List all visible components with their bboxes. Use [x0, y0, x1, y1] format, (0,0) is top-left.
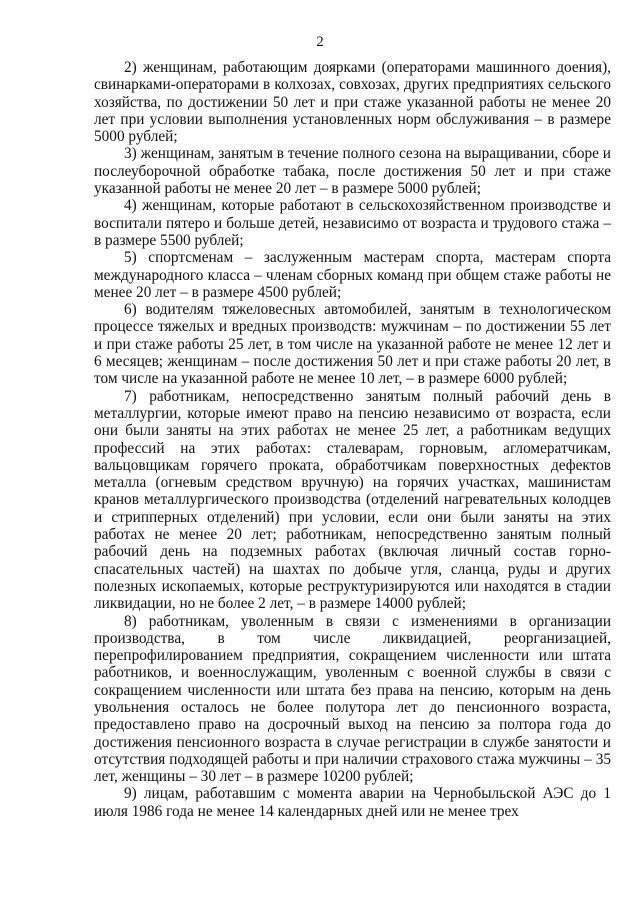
- paragraph-item-7: 7) работникам, непосредственно занятым полный рабочий день в металлургии, которые имеют право на пенсию независимо от возраста, если они были заняты на этих работах не менее 25 лет, а работникам ведущих профессий на этих работах: сталеварам, горновым, агломератчикам, вальцовщикам горячего проката, обработчикам поверхностных дефектов металла (огневым средством вручную) на горячих участках, машинистам кранов металлургического производства (отделений нагревательных колодцев и стрипперных отделений) при условии, если они были заняты на этих работах не менее 20 лет; работникам, непосредственно занятым полный рабочий день на подземных работах (включая личный состав горно-спасательных частей) на шахтах по добыче угля, сланца, руды и других полезных ископаемых, которые реструктуризируются или находятся в стадии ликвидации, но не более 2 лет, – в размере 14000 рублей;: [94, 387, 611, 613]
- document-body: [94, 59, 611, 820]
- paragraph-item-3: 3) женщинам, занятым в течение полного сезона на выращивании, сборе и послеуборочной обработке табака, после достижения 50 лет и при стаже указанной работы не менее 20 лет – в размере 5000 рублей;: [94, 145, 611, 198]
- paragraph-item-9: 9) лицам, работавшим с момента аварии на Чернобыльской АЭС до 1 июля 1986 года не менее 14 календарных дней или не менее трех: [94, 785, 611, 820]
- paragraph-item-2: 2) женщинам, работающим доярками (операторами машинного доения), свинарками-операторами в колхозах, совхозах, других предприятиях сельского хозяйства, по достижении 50 лет и при стаже указанной работы не менее 20 лет при условии выполнения установленных норм обслуживания – в размере 5000 рублей;: [94, 59, 611, 146]
- page-number: 2: [316, 34, 324, 50]
- paragraph-item-6: 6) водителям тяжеловесных автомобилей, занятым в технологическом процессе тяжелых и вредных производств: мужчинам – по достижении 55 лет и при стаже работы 25 лет, в том числе на указанной работе не менее 12 лет и 6 месяцев; женщинам – после достижения 50 лет и при стаже работы 20 лет, в том числе на указанной работе не менее 10 лет, – в размере 6000 рублей;: [94, 301, 611, 388]
- paragraph-item-5: 5) спортсменам – заслуженным мастерам спорта, мастерам спорта международного класса – членам сборных команд при общем стаже работы не менее 20 лет – в размере 4500 рублей;: [94, 249, 611, 301]
- paragraph-item-4: 4) женщинам, которые работают в сельскохозяйственном производстве и воспитали пятеро и больше детей, независимо от возраста и трудового стажа – в размере 5500 рублей;: [94, 197, 611, 249]
- paragraph-item-8: 8) работникам, уволенным в связи с изменениями в организации производства, в том числе ликвидацией, реорганизацией, перепрофилированием предприятия, сокращением численности или штата работников, и военнослужащим, уволенным с военной службы в связи с сокращением численности или штата без права на пенсию, которым на день увольнения осталось не более полутора лет до пенсионного возраста, предоставлено право на досрочный выход на пенсию за полтора года до достижения пенсионного возраста в случае регистрации в службе занятости и отсутствия подходящей работы и при наличии страхового стажа мужчины – 35 лет, женщины – 30 лет – в размере 10200 рублей;: [94, 612, 611, 786]
